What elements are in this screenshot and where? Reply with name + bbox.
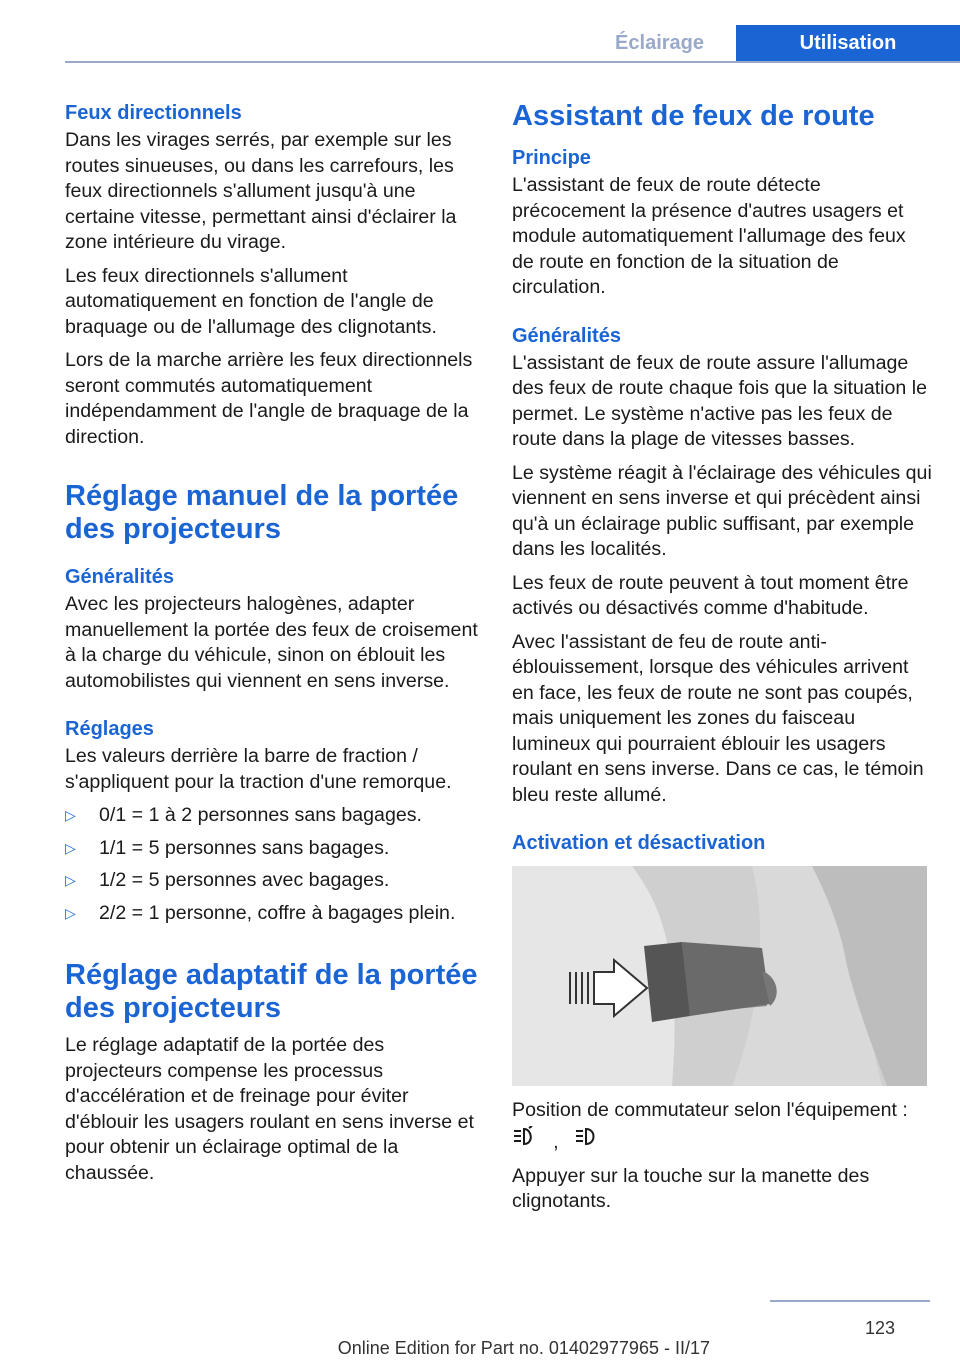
paragraph: Le réglage adaptatif de la portée des projecteurs compense les processus d'accélération et de freinage pour éviter d'éblouir les usagers roulant en sens inverse et pour obtenir un éclairage optimal de la chaussée.: [65, 1034, 474, 1184]
generalites-title: Généralités: [65, 566, 174, 588]
edition-note: Online Edition for Part no. 01402977965 - II/17: [337, 1338, 710, 1358]
paragraph: Les feux de route peuvent à tout moment être activés ou désactivés comme d'habitude.: [512, 571, 909, 619]
paragraph: L'assistant de feux de route assure l'allumage des feux de route chaque fois que la situation le permet. Le système n'active pas les feux de route dans la plage de vitesses basses.: [512, 351, 928, 450]
reglage-adaptatif-title: Réglage adaptatif de la portée des projecteurs: [65, 959, 478, 1024]
turn-signal-stalk-image: [512, 866, 927, 1086]
paragraph: Le système réagit à l'éclairage des véhicules qui viennent en sens inverse et qui précèdent ainsi qu'à un éclairage public suffisant, par exemple dans les localités.: [512, 461, 932, 560]
chapter-tab: Utilisation: [736, 25, 960, 62]
left-column: [65, 100, 480, 1194]
stalk-illustration: [512, 866, 927, 1086]
section-tab: Éclairage: [615, 32, 704, 54]
reglages-title: Réglages: [65, 718, 154, 740]
triangle-bullet-icon: ▷: [65, 872, 76, 888]
paragraph: L'assistant de feux de route détecte précocement la présence d'autres usagers et module automatiquement l'allumage des feux de route en fonction de la situation de circulation.: [512, 174, 906, 298]
paragraph: Appuyer sur la touche sur la manette des clignotants.: [512, 1164, 870, 1212]
page-header: [0, 0, 960, 62]
page-footer: [0, 1300, 960, 1360]
figure-caption: Position de commutateur selon l'équipement :: [512, 1099, 908, 1121]
switch-position-icons: ,: [512, 1126, 932, 1156]
right-column: [512, 100, 932, 1223]
paragraph: Lors de la marche arrière les feux directionnels seront commutés automatiquement indépendamment de l'angle de braquage de la direction.: [65, 349, 473, 448]
triangle-bullet-icon: ▷: [65, 839, 76, 856]
list-item: ▷ 0/1 = 1 à 2 personnes sans bagages.: [65, 803, 480, 829]
principe-title: Principe: [512, 147, 591, 169]
feux-directionnels-title: Feux directionnels: [65, 102, 242, 124]
paragraph: Les feux directionnels s'allument automatiquement en fonction de l'angle de braquage ou de l'allumage des clignotants.: [65, 264, 437, 338]
activation-title: Activation et désactivation: [512, 832, 766, 854]
list-item: ▷ 1/2 = 5 personnes avec bagages.: [65, 868, 480, 894]
high-beam-assist-icon: [512, 1126, 538, 1156]
list-item: ▷ 1/1 = 5 personnes sans bagages.: [65, 836, 480, 862]
list-item: ▷ 2/2 = 1 personne, coffre à bagages plein.: [65, 901, 480, 927]
page-number: 123: [864, 1318, 895, 1338]
header-rule: [65, 61, 960, 63]
paragraph: Avec l'assistant de feu de route anti-éblouissement, lorsque des véhicules arrivent en face, les feux de route ne sont pas coupés, mais uniquement les zones du faisceau lumineux qui pourraient éblouir les usagers roulant en sens inverse. Dans ce cas, le témoin bleu reste allumé.: [512, 630, 924, 806]
paragraph: Avec les projecteurs halogènes, adapter manuellement la portée des feux de croisement à la charge du véhicule, sinon on éblouit les automobilistes qui viennent en sens inverse.: [65, 593, 478, 692]
triangle-bullet-icon: ▷: [65, 807, 76, 823]
paragraph: Les valeurs derrière la barre de fraction / s'appliquent pour la traction d'une remorque.: [65, 745, 452, 793]
footer-rule: [770, 1300, 930, 1302]
settings-list: [65, 803, 480, 926]
generalites-title: Généralités: [512, 324, 621, 347]
triangle-bullet-icon: ▷: [65, 904, 76, 921]
high-beam-icon: [574, 1126, 600, 1156]
assistant-feux-title: Assistant de feux de route: [512, 100, 875, 132]
paragraph: Dans les virages serrés, par exemple sur les routes sinueuses, ou dans les carrefours, les feux directionnels s'allument jusqu'à une certaine vitesse, permettant ainsi d'éclairer la zone intérieure du virage.: [65, 129, 457, 253]
reglage-manuel-title: Réglage manuel de la portée des projecteurs: [65, 480, 459, 545]
